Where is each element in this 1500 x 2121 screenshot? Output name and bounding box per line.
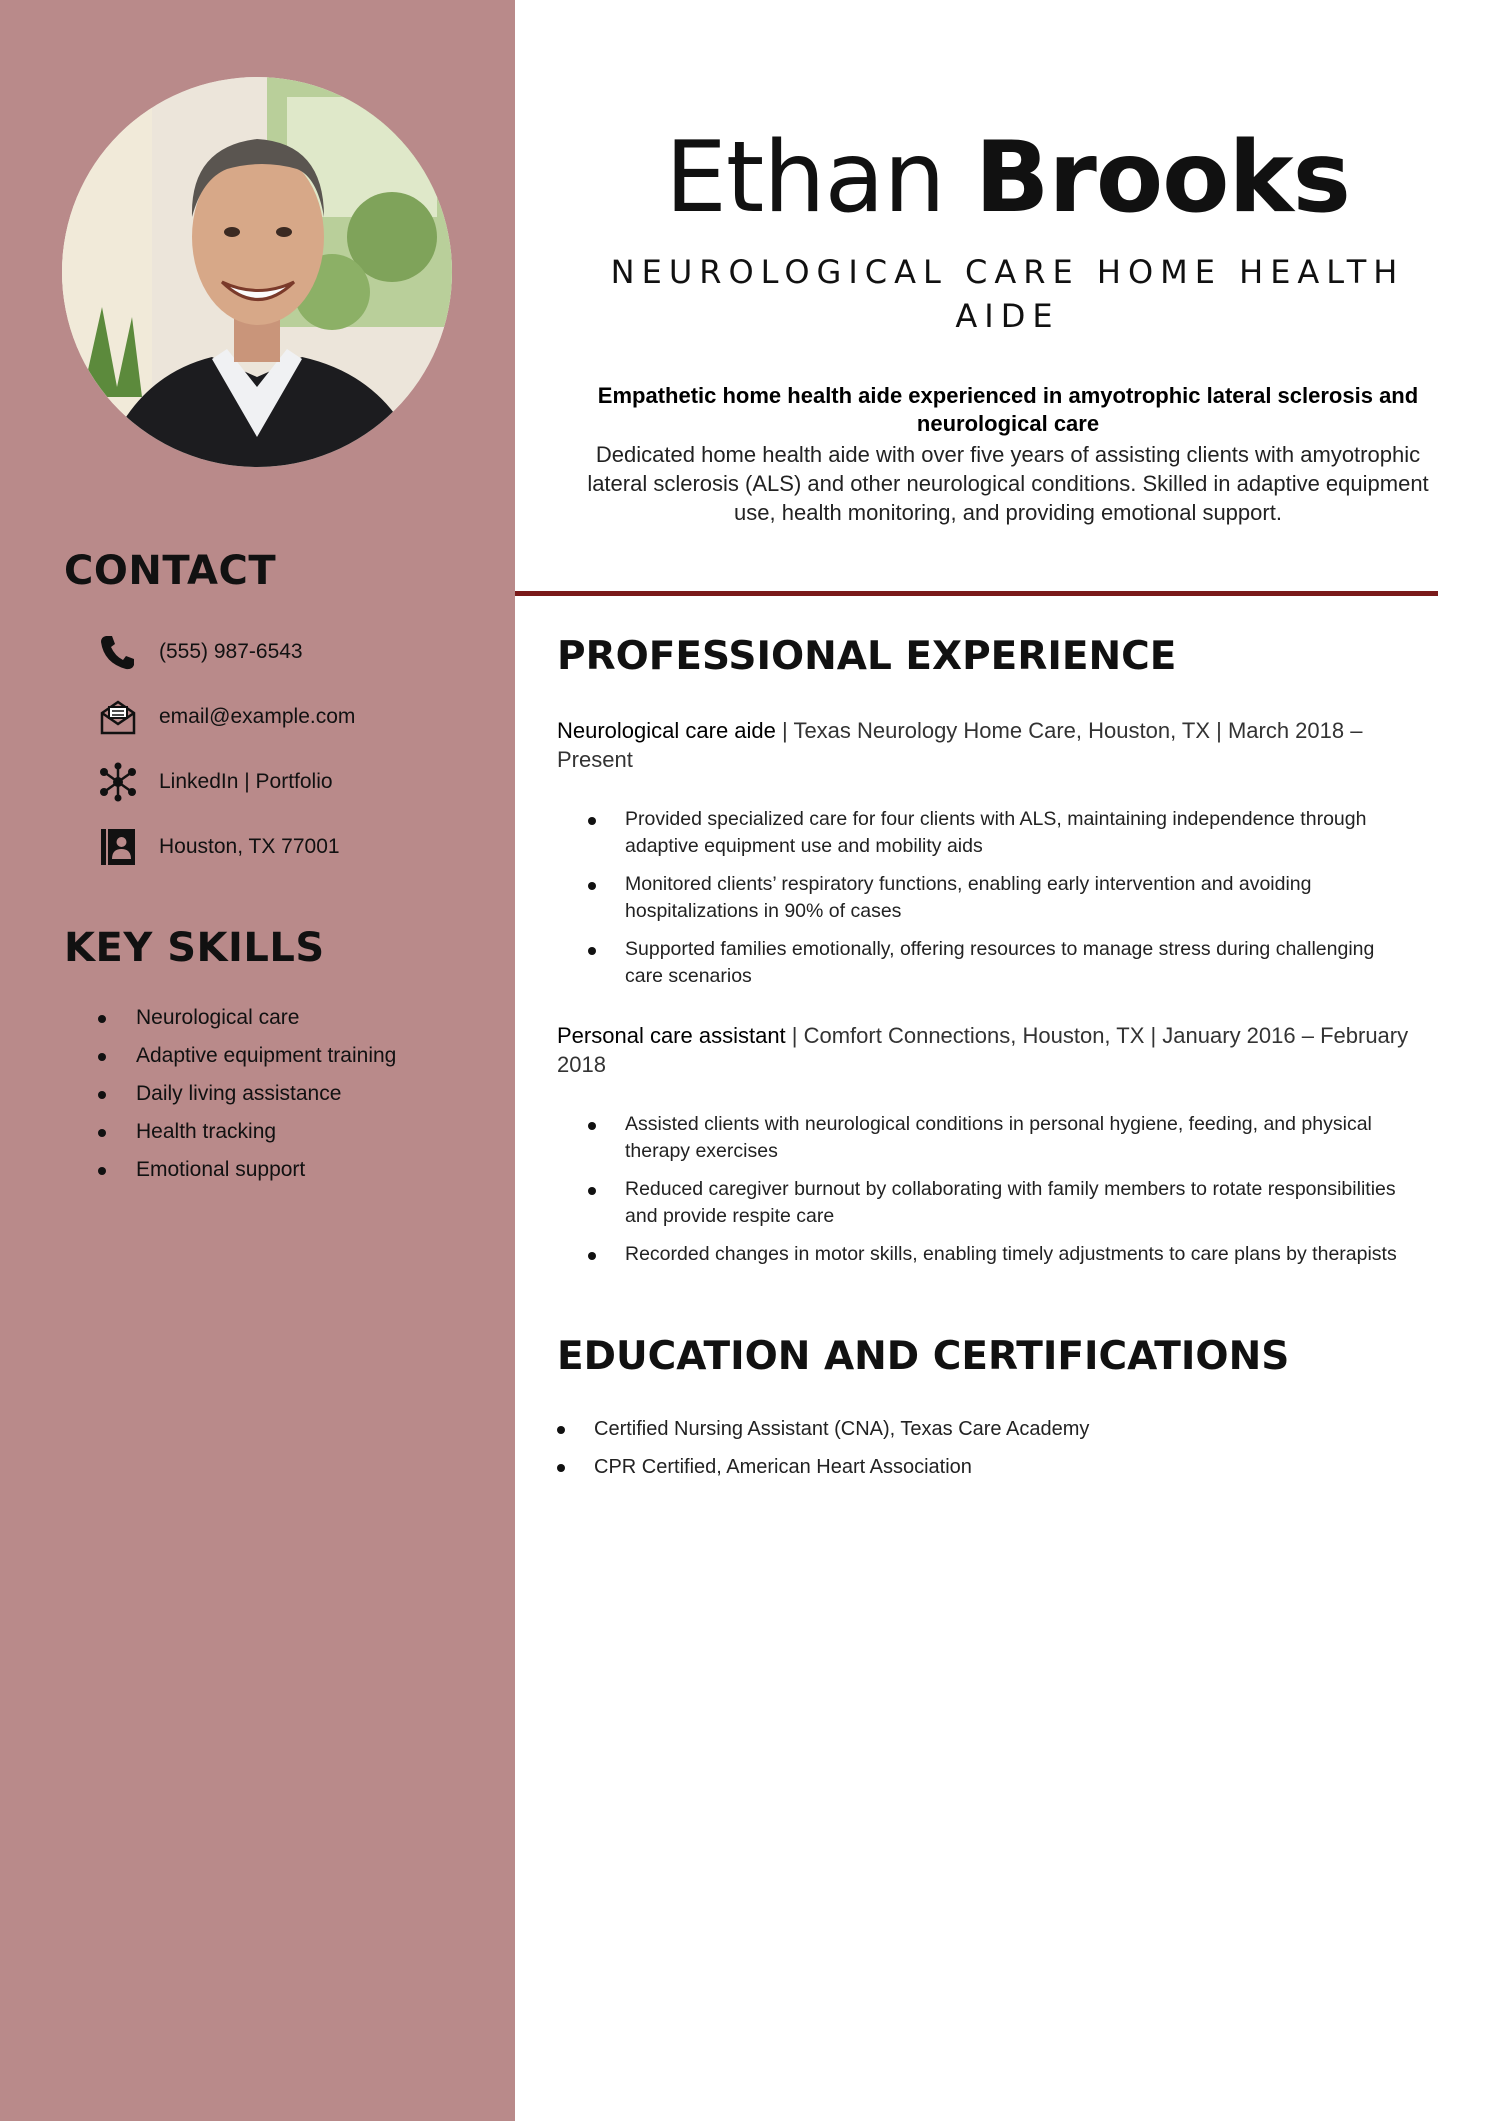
links-text: LinkedIn | Portfolio	[159, 770, 333, 793]
education-item: Certified Nursing Assistant (CNA), Texas Care Academy	[557, 1415, 1089, 1453]
portrait-image	[62, 77, 452, 467]
job-header	[557, 716, 1437, 774]
job-role: Neurological care aide	[557, 718, 776, 743]
experience-heading: PROFESSIONAL EXPERIENCE	[557, 634, 1177, 679]
sidebar	[0, 0, 515, 2121]
job-details: | Comfort Connections, Houston, TX | January 2016 – February 2018	[557, 1023, 1409, 1077]
skill-item: Adaptive equipment training	[96, 1040, 396, 1078]
network-icon	[96, 760, 140, 804]
education-heading: EDUCATION AND CERTIFICATIONS	[557, 1334, 1290, 1379]
contact-address	[96, 825, 340, 869]
contact-phone	[96, 630, 303, 674]
skill-item: Emotional support	[96, 1154, 396, 1192]
contact-heading: CONTACT	[64, 548, 277, 594]
job-bullet: Monitored clients’ respiratory functions, enabling early intervention and avoiding hospitalizations in 90% of cases	[588, 871, 1408, 925]
email-text: email@example.com	[159, 705, 356, 728]
skill-item: Neurological care	[96, 1002, 396, 1040]
job-bullet: Assisted clients with neurological conditions in personal hygiene, feeding, and physical therapy exercises	[588, 1111, 1408, 1165]
job-bullet: Provided specialized care for four clients with ALS, maintaining independence through adaptive equipment use and mobility aids	[588, 806, 1408, 860]
education-item: CPR Certified, American Heart Association	[557, 1453, 1089, 1491]
phone-icon	[96, 630, 140, 674]
job-role: Personal care assistant	[557, 1023, 786, 1048]
skills-heading: KEY SKILLS	[64, 925, 325, 971]
summary-headline: Empathetic home health aide experienced in amyotrophic lateral sclerosis and neurological care	[597, 383, 1419, 436]
job-bullets	[588, 1111, 1408, 1279]
skill-item: Health tracking	[96, 1116, 396, 1154]
summary-body: Dedicated home health aide with over five years of assisting clients with amyotrophic lateral sclerosis (ALS) and other neurological conditions. Skilled in adaptive equipment use, health monitoring, and providing emotional support.	[587, 442, 1429, 525]
profile-photo	[62, 77, 452, 467]
section-divider	[515, 591, 1438, 596]
last-name: Brooks	[974, 121, 1350, 235]
job-bullets	[588, 806, 1408, 1001]
job-bullet: Recorded changes in motor skills, enabling timely adjustments to care plans by therapists	[588, 1241, 1408, 1268]
contact-email	[96, 695, 355, 739]
first-name: Ethan	[665, 121, 945, 235]
skills-list	[96, 1002, 396, 1192]
address-text: Houston, TX 77001	[159, 835, 340, 858]
job-header	[557, 1021, 1437, 1079]
job-bullet: Supported families emotionally, offering resources to manage stress during challenging care scenarios	[588, 936, 1408, 990]
job-title: NEUROLOGICAL CARE HOME HEALTH AIDE	[610, 253, 1405, 335]
phone-text: (555) 987-6543	[159, 640, 303, 663]
education-list	[557, 1415, 1089, 1491]
contact-links	[96, 760, 333, 804]
candidate-name	[515, 118, 1500, 238]
job-bullet: Reduced caregiver burnout by collaborating with family members to rotate responsibilities and provide respite care	[588, 1176, 1408, 1230]
skill-item: Daily living assistance	[96, 1078, 396, 1116]
job-details: | Texas Neurology Home Care, Houston, TX | March 2018 – Present	[557, 718, 1363, 772]
email-icon	[96, 695, 140, 739]
address-book-icon	[96, 825, 140, 869]
